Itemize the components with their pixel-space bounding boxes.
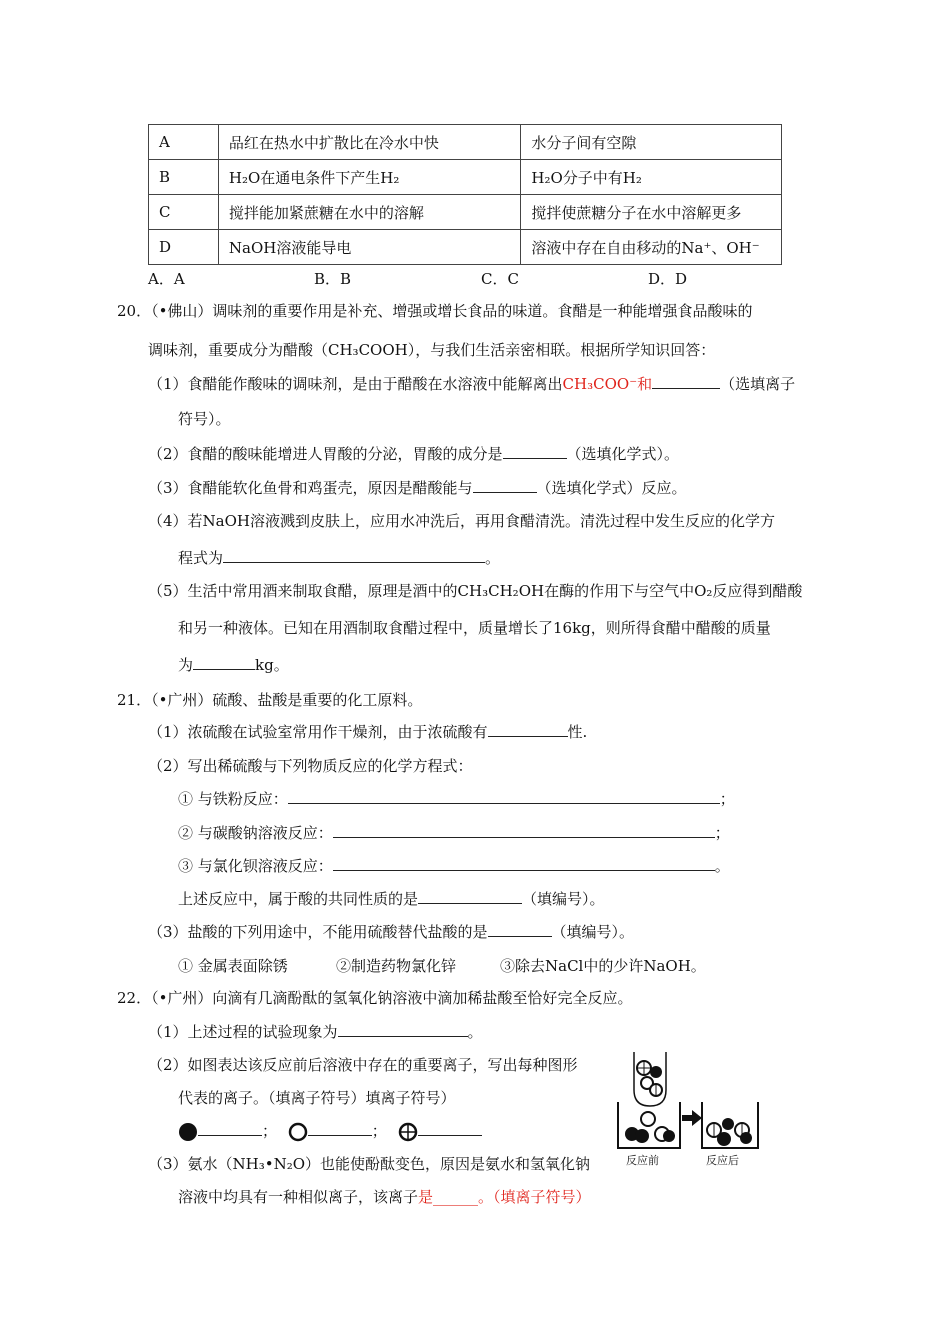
- q20-intro-2: 调味剂，重要成分为醋酸（CH₃COOH），与我们生活亲密相联。根据所学知识回答：: [148, 341, 716, 359]
- row-label: C: [149, 195, 219, 230]
- options-table: [148, 124, 782, 265]
- choice-b: B．B: [314, 270, 352, 288]
- q22-part1-text: （1）上述过程的试验现象为: [148, 1023, 338, 1041]
- q21-part1-text: （1）浓硫酸在试验室常用作干燥剂，由于浓硫酸有: [148, 723, 488, 741]
- q22-part2: （2）如图表达该反应前后溶液中存在的重要离子，写出每种图形: [148, 1056, 578, 1074]
- choice-a: A．A: [148, 270, 185, 288]
- answer-blank[interactable]: [488, 922, 552, 937]
- answer-blank[interactable]: [418, 889, 522, 904]
- q21-use-2: ②制造药物氯化锌: [336, 957, 457, 975]
- q21-eq3-text: ③ 与氯化钡溶液反应：: [178, 857, 333, 875]
- q20-part4-cont: [178, 547, 500, 568]
- arrow-icon: [682, 1110, 702, 1126]
- q22-intro: 22．（•广州）向滴有几滴酚酞的氢氧化钠溶液中滴加稀盐酸至恰好完全反应。: [117, 989, 633, 1007]
- q21-summary-tail: （填编号）。: [522, 890, 605, 908]
- q22-part1: [148, 1021, 483, 1042]
- q21-eq1: [178, 788, 735, 809]
- answer-blank[interactable]: [198, 1121, 262, 1136]
- row-fact: 搅拌能加紧蔗糖在水中的溶解: [218, 195, 520, 230]
- q20-part5: （5）生活中常用酒来制取食醋，原理是酒中的CH₃CH₂OH在酶的作用下与空气中O₂反应得到醋酸: [148, 582, 803, 600]
- answer-blank[interactable]: [338, 1022, 468, 1037]
- solid-ball-icon: [178, 1122, 198, 1142]
- answer-blank[interactable]: [333, 823, 715, 838]
- q20-part2: [148, 443, 679, 464]
- q20-part1-red: CH₃COO⁻和: [562, 375, 653, 393]
- row-label: A: [149, 125, 219, 160]
- q22-ion-row: [178, 1120, 482, 1142]
- row-label: D: [149, 230, 219, 265]
- q21-eq2-end: ；: [714, 824, 730, 842]
- answer-blank[interactable]: [652, 374, 720, 389]
- answer-blank[interactable]: [288, 789, 720, 804]
- q21-part2: （2）写出稀硫酸与下列物质反应的化学方程式：: [148, 757, 473, 775]
- row-fact: H₂O在通电条件下产生H₂: [218, 160, 520, 195]
- answer-blank[interactable]: [193, 655, 255, 670]
- q21-use-3: ③除去NaCl中的少许NaOH。: [500, 957, 706, 975]
- answer-blank[interactable]: [473, 478, 537, 493]
- q22-part3-red: 是______。（填离子符号）: [418, 1188, 591, 1206]
- q22-part1-tail: 。: [467, 1023, 483, 1041]
- table-row: [149, 125, 782, 160]
- beaker-before-icon: [618, 1102, 680, 1148]
- q21-eq1-text: ① 与铁粉反应：: [178, 790, 288, 808]
- label-before: 反应前: [626, 1154, 659, 1167]
- row-explanation: 水分子间有空隙: [521, 125, 782, 160]
- q20-part1-tail: （选填离子: [720, 375, 796, 393]
- q20-part3: [148, 477, 687, 498]
- q21-part3: [148, 921, 634, 942]
- q22-part2-cont: 代表的离子。（填离子符号）填离子符号）: [178, 1089, 456, 1107]
- answer-blank[interactable]: [418, 1121, 482, 1136]
- q21-eq2: [178, 822, 730, 843]
- q20-part4-tail: 。: [485, 549, 501, 567]
- q21-part3-text: （3）盐酸的下列用途中，不能用硫酸替代盐酸的是: [148, 923, 488, 941]
- q21-use-1: ① 金属表面除锈: [178, 957, 288, 975]
- choice-c: C．C: [481, 270, 519, 288]
- separator: ；: [262, 1122, 278, 1140]
- q21-part3-tail: （填编号）。: [551, 923, 635, 941]
- q21-part1-tail: 性.: [567, 723, 588, 741]
- q22-part3: （3）氨水（NH₃•N₂O）也能使酚酞变色，原因是氨水和氢氧化钠: [148, 1155, 591, 1173]
- row-fact: 品红在热水中扩散比在冷水中快: [218, 125, 520, 160]
- row-label: B: [149, 160, 219, 195]
- q21-part1: [148, 721, 587, 742]
- answer-blank[interactable]: [333, 856, 715, 871]
- q20-part3-tail: （选填化学式）反应。: [536, 479, 687, 497]
- q20-part2-text: （2）食醋的酸味能增进人胃酸的分泌，胃酸的成分是: [148, 445, 503, 463]
- row-explanation: H₂O分子中有H₂: [521, 160, 782, 195]
- q21-summary-text: 上述反应中，属于酸的共同性质的是: [178, 890, 419, 908]
- beaker-after-icon: [702, 1102, 758, 1148]
- q20-part1-cont: 符号）。: [178, 410, 231, 428]
- q22-part3-cont: [178, 1186, 591, 1207]
- q20-part5-cont: 和另一种液体。已知在用酒制取食醋过程中，质量增长了16kg，则所得食醋中醋酸的质量: [178, 619, 771, 637]
- q21-eq3: [178, 855, 730, 876]
- answer-blank[interactable]: [488, 722, 568, 737]
- q21-eq3-end: 。: [714, 857, 730, 875]
- hollow-ball-icon: [288, 1122, 308, 1142]
- q20-part5-text: 为: [178, 656, 194, 674]
- q20-intro-1: 20．（•佛山）调味剂的重要作用是补充、增强或增长食品的味道。食醋是一种能增强食品酸味的: [117, 302, 753, 320]
- reaction-figure: [612, 1050, 762, 1170]
- row-explanation: 溶液中存在自由移动的Na⁺、OH⁻: [521, 230, 782, 265]
- q22-part3-text: 溶液中均具有一种相似离子，该离子: [178, 1188, 419, 1206]
- q21-summary: [178, 888, 605, 909]
- answer-blank[interactable]: [223, 548, 485, 563]
- table-row: [149, 230, 782, 265]
- separator: ；: [371, 1122, 387, 1140]
- q21-eq1-end: ；: [719, 790, 735, 808]
- table-row: [149, 195, 782, 230]
- label-after: 反应后: [706, 1154, 739, 1167]
- q20-part1: [148, 373, 795, 394]
- choice-d: D．D: [648, 270, 688, 288]
- table-row: [149, 160, 782, 195]
- q21-eq2-text: ② 与碳酸钠溶液反应：: [178, 824, 333, 842]
- row-fact: NaOH溶液能导电: [218, 230, 520, 265]
- answer-blank[interactable]: [308, 1121, 372, 1136]
- q21-intro: 21．（•广州）硫酸、盐酸是重要的化工原料。: [117, 691, 423, 709]
- q20-part2-tail: （选填化学式）。: [566, 445, 680, 463]
- q20-part4: （4）若NaOH溶液溅到皮肤上，应用水冲洗后，再用食醋清洗。清洗过程中发生反应的化学方: [148, 512, 775, 530]
- answer-blank[interactable]: [503, 444, 567, 459]
- q20-part5-tail: kg。: [255, 656, 289, 674]
- row-explanation: 搅拌使蔗糖分子在水中溶解更多: [521, 195, 782, 230]
- q20-part1-text: （1）食醋能作酸味的调味剂，是由于醋酸在水溶液中能解离出: [148, 375, 563, 393]
- dropper-icon: [634, 1052, 666, 1106]
- q20-part5-end: [178, 654, 289, 675]
- q20-part3-text: （3）食醋能软化鱼骨和鸡蛋壳，原因是醋酸能与: [148, 479, 473, 497]
- crossed-ball-icon: [398, 1122, 418, 1142]
- q20-part4-text: 程式为: [178, 549, 224, 567]
